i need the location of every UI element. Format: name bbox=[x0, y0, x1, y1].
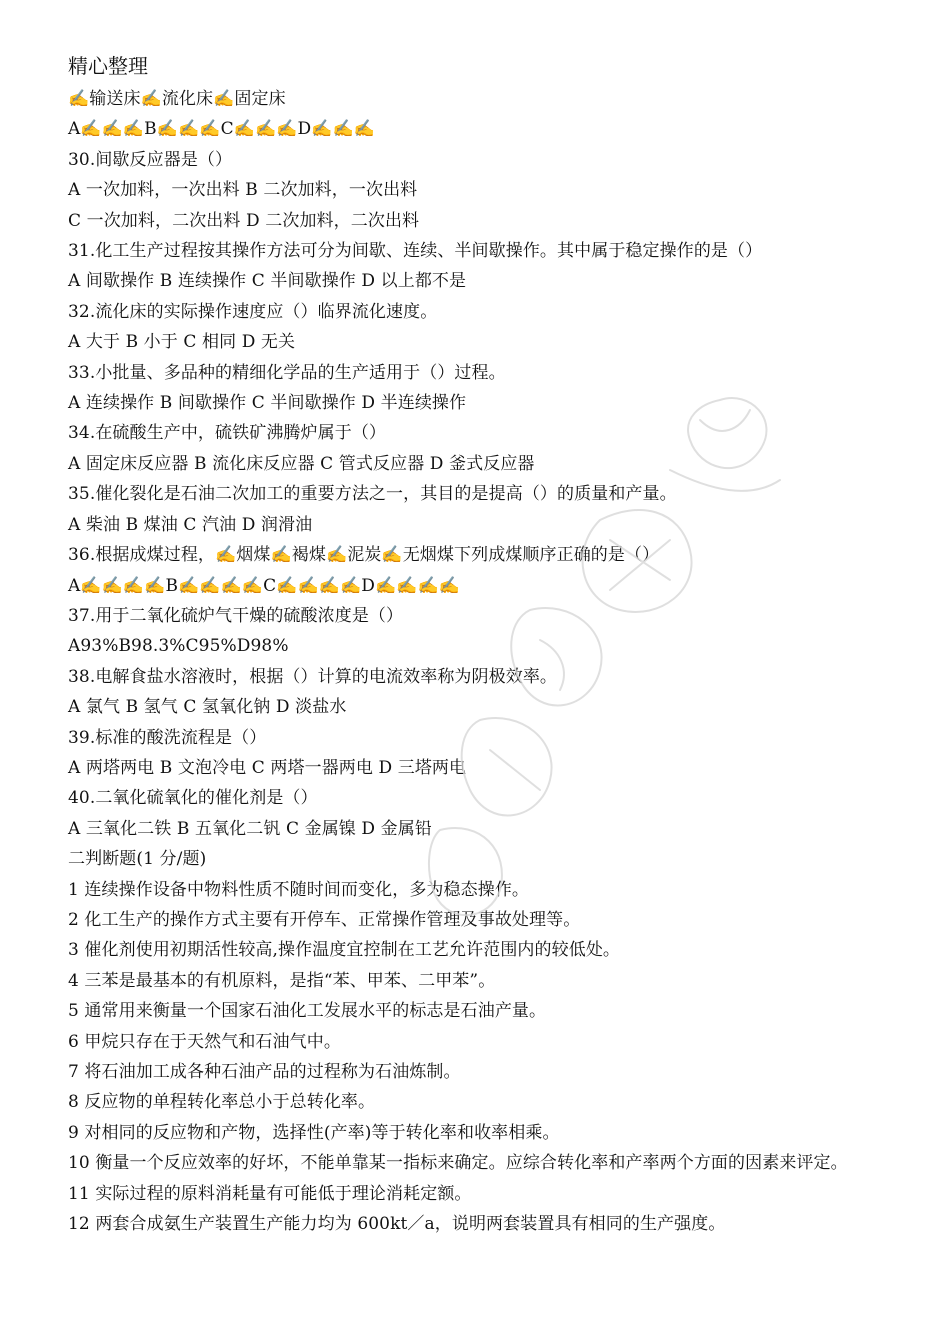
question-30-options-cd: C 一次加料，二次出料 D 二次加料，二次出料 bbox=[68, 210, 420, 231]
question-40-options: A 三氧化二铁 B 五氧化二钒 C 金属镍 D 金属铅 bbox=[68, 818, 432, 839]
document-body bbox=[68, 84, 883, 1239]
question-40: 40.二氧化硫氧化的催化剂是（） bbox=[68, 788, 318, 809]
question-33-options: A 连续操作 B 间歇操作 C 半间歇操作 D 半连续操作 bbox=[68, 393, 467, 414]
question-34-options: A 固定床反应器 B 流化床反应器 C 管式反应器 D 釜式反应器 bbox=[68, 453, 535, 474]
page-header: 精心整理 bbox=[68, 54, 148, 78]
judgment-item-9: 9 对相同的反应物和产物，选择性(产率)等于转化率和收率相乘。 bbox=[68, 1122, 560, 1143]
section-heading: 二判断题(1 分/题) bbox=[68, 849, 207, 870]
judgment-item-5: 5 通常用来衡量一个国家石油化工发展水平的标志是石油产量。 bbox=[68, 1001, 547, 1022]
question-36: 36.根据成煤过程，✍烟煤✍褐煤✍泥炭✍无烟煤下列成煤顺序正确的是（） bbox=[68, 545, 660, 566]
question-31: 31.化工生产过程按其操作方法可分为间歇、连续、半间歇操作。其中属于稳定操作的是（） bbox=[68, 241, 763, 262]
judgment-item-12: 12 两套合成氨生产装置生产能力均为 600kt／a，说明两套装置具有相同的生产强度。 bbox=[68, 1214, 726, 1235]
judgment-item-8: 8 反应物的单程转化率总小于总转化率。 bbox=[68, 1092, 376, 1113]
question-35-options: A 柴油 B 煤油 C 汽油 D 润滑油 bbox=[68, 514, 313, 535]
judgment-item-4: 4 三苯是最基本的有机原料，是指“苯、甲苯、二甲苯”。 bbox=[68, 970, 496, 991]
question-35: 35.催化裂化是石油二次加工的重要方法之一，其目的是提高（）的质量和产量。 bbox=[68, 484, 677, 505]
judgment-item-10: 10 衡量一个反应效率的好坏，不能单靠某一指标来确定。应综合转化率和产率两个方面的因素来评定。 bbox=[68, 1153, 848, 1174]
question-37-options: A93%B98.3%C95%D98% bbox=[68, 636, 289, 657]
judgment-item-11: 11 实际过程的原料消耗量有可能低于理论消耗定额。 bbox=[68, 1183, 472, 1204]
question-36-options: A✍✍✍✍B✍✍✍✍C✍✍✍✍D✍✍✍✍ bbox=[68, 575, 461, 596]
question-30-options-ab: A 一次加料，一次出料 B 二次加料，一次出料 bbox=[68, 180, 418, 201]
question-38-options: A 氯气 B 氢气 C 氢氧化钠 D 淡盐水 bbox=[68, 697, 347, 718]
judgment-item-3: 3 催化剂使用初期活性较高,操作温度宜控制在工艺允许范围内的较低处。 bbox=[68, 940, 621, 961]
question-39-options: A 两塔两电 B 文泡冷电 C 两塔一器两电 D 三塔两电 bbox=[68, 757, 467, 778]
question-37: 37.用于二氧化硫炉气干燥的硫酸浓度是（） bbox=[68, 605, 404, 626]
question-34: 34.在硫酸生产中，硫铁矿沸腾炉属于（） bbox=[68, 423, 387, 444]
judgment-item-7: 7 将石油加工成各种石油产品的过程称为石油炼制。 bbox=[68, 1062, 461, 1082]
question-32: 32.流化床的实际操作速度应（）临界流化速度。 bbox=[68, 301, 438, 322]
option-line: ✍输送床✍流化床✍固定床 bbox=[68, 89, 286, 109]
judgment-item-6: 6 甲烷只存在于天然气和石油气中。 bbox=[68, 1031, 341, 1052]
option-line: A✍✍✍B✍✍✍C✍✍✍D✍✍✍ bbox=[68, 119, 376, 140]
question-33: 33.小批量、多品种的精细化学品的生产适用于（）过程。 bbox=[68, 362, 506, 383]
judgment-item-2: 2 化工生产的操作方式主要有开停车、正常操作管理及事故处理等。 bbox=[68, 909, 581, 930]
question-38: 38.电解食盐水溶液时，根据（）计算的电流效率称为阴极效率。 bbox=[68, 666, 558, 687]
judgment-item-1: 1 连续操作设备中物料性质不随时间而变化，多为稳态操作。 bbox=[68, 879, 530, 900]
question-31-options: A 间歇操作 B 连续操作 C 半间歇操作 D 以上都不是 bbox=[68, 271, 467, 292]
question-30: 30.间歇反应器是（） bbox=[68, 149, 233, 170]
question-32-options: A 大于 B 小于 C 相同 D 无关 bbox=[68, 332, 296, 353]
question-39: 39.标准的酸洗流程是（） bbox=[68, 727, 267, 748]
